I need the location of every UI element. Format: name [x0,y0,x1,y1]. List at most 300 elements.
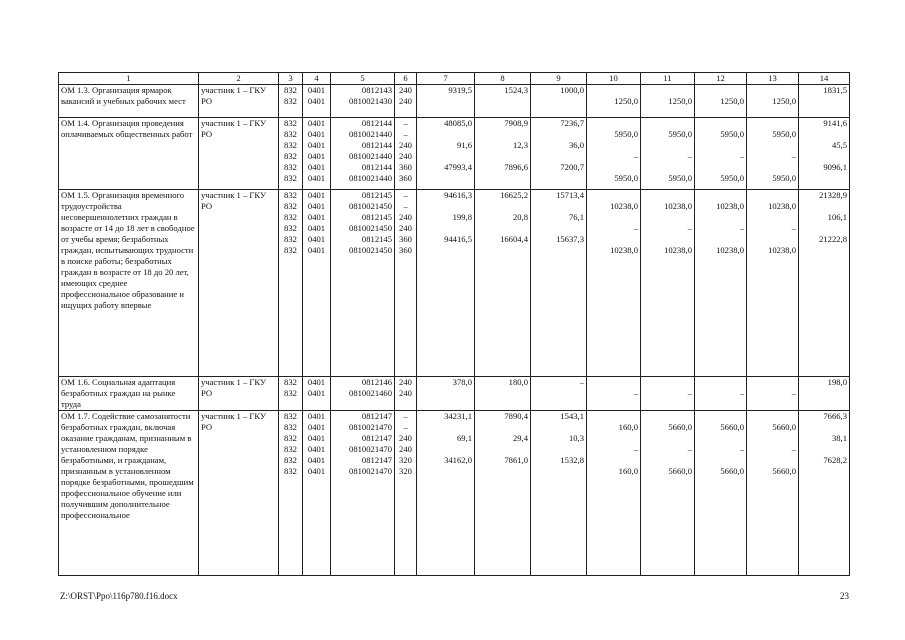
gv-code: 832 [284,118,297,128]
gv-code: 832 [284,96,297,106]
year-value [589,85,638,96]
year-value: 7908,9 [504,118,528,128]
section-code: 0401 [307,245,326,255]
year-value [697,85,744,96]
year-value-cell [799,190,850,377]
year-value: – [633,223,638,233]
expense-type: 360 [399,173,412,183]
year-value [589,190,638,201]
year-value: 180,0 [508,377,528,387]
year-value [749,411,796,422]
year-value: 16625,2 [500,190,528,200]
total-value-cell [417,118,475,190]
year-value [589,455,638,466]
year-value: – [687,223,692,233]
year-value: – [687,151,692,161]
section-code: 0401 [307,444,326,454]
column-number: 13 [747,73,799,85]
year-value [589,234,638,245]
year-value: 15637,3 [556,234,584,244]
gv-code: 832 [284,245,297,255]
table-row [59,190,850,377]
target-item-code: 0812145 [361,212,392,222]
year-value [643,234,692,245]
year-value [749,433,796,444]
section-code: 0401 [307,234,326,244]
expense-type: 240 [399,444,412,454]
year-value [749,190,796,201]
target-item-code: 0810021460 [349,388,392,398]
expense-type: 240 [399,433,412,443]
year-value [749,212,796,223]
measure-name [59,411,199,576]
year-value: – [739,388,744,398]
year-value-cell [531,377,587,411]
year-value [801,223,847,234]
year-value-cell [587,118,641,190]
expense-type: – [403,118,408,128]
expense-type: – [403,422,408,432]
column-number: 14 [799,73,850,85]
participant-text: участник 1 – ГКУ РО [201,411,267,432]
target-item-code: 0810021470 [349,444,392,454]
year-value: 9096,1 [823,162,847,172]
expense-type-cell [395,118,417,190]
year-value-cell [641,85,695,118]
year-value [643,140,692,151]
measure-name [59,85,199,118]
gv-code: 832 [284,212,297,222]
gv-code: 832 [284,455,297,465]
year-value [533,151,584,162]
year-value [697,234,744,245]
year-value: 9141,6 [823,118,847,128]
measure-name-text: ОМ 1.4. Организация проведения оплачиваемых общественных работ [61,118,193,139]
expense-type: 360 [399,245,412,255]
expense-type: 240 [399,377,412,387]
year-value: – [739,151,744,161]
year-value: 1543,1 [560,411,584,421]
target-item-code: 0812143 [361,85,392,95]
year-value-cell [531,85,587,118]
year-value: 5950,0 [720,173,744,183]
measure-name [59,377,199,411]
target-item-code-cell [331,85,395,118]
year-value: 10238,0 [664,201,692,211]
expense-type: 240 [399,388,412,398]
year-value-cell [475,377,531,411]
year-value: 106,1 [827,212,847,222]
expense-type: 240 [399,223,412,233]
year-value: 5950,0 [668,129,692,139]
year-value: – [687,444,692,454]
year-value [643,433,692,444]
total-value: 94416,5 [444,234,472,244]
section-code: 0401 [307,129,326,139]
gv-code: 832 [284,190,297,200]
year-value [643,190,692,201]
section-code: 0401 [307,162,326,172]
year-value: 1250,0 [772,96,796,106]
year-value: 1250,0 [720,96,744,106]
gv-code-cell [279,411,303,576]
year-value: – [633,151,638,161]
section-code-cell [303,85,331,118]
year-value [589,377,638,388]
year-value [477,151,528,162]
year-value: 1831,5 [823,85,847,95]
year-value: 15713,4 [556,190,584,200]
year-value: 1524,3 [504,85,528,95]
section-code: 0401 [307,118,326,128]
target-item-code: 0812144 [361,162,392,172]
year-value: – [739,223,744,233]
year-value [533,223,584,234]
year-value [589,433,638,444]
year-value: – [791,223,796,233]
year-value-cell [587,411,641,576]
measure-name [59,190,199,377]
gv-code: 832 [284,433,297,443]
section-code-cell [303,377,331,411]
target-item-code: 0810021430 [349,96,392,106]
expense-type: – [403,411,408,421]
year-value-cell [747,118,799,190]
year-value: 5950,0 [772,129,796,139]
total-value: 94616,3 [444,190,472,200]
year-value [477,422,528,433]
year-value: – [687,388,692,398]
year-value [643,162,692,173]
year-value-cell [799,118,850,190]
year-value [533,422,584,433]
total-value [419,444,472,455]
target-item-code: 0812145 [361,234,392,244]
gv-code: 832 [284,162,297,172]
target-item-code: 0810021470 [349,422,392,432]
column-number: 1 [59,73,199,85]
section-code: 0401 [307,223,326,233]
year-value [643,377,692,388]
total-value-cell [417,377,475,411]
column-number: 6 [395,73,417,85]
year-value: 16604,4 [500,234,528,244]
gv-code: 832 [284,129,297,139]
measure-name [59,118,199,190]
expense-type-cell [395,377,417,411]
total-value: 34231,1 [444,411,472,421]
target-item-code: 0810021470 [349,466,392,476]
year-value [749,234,796,245]
section-code: 0401 [307,433,326,443]
year-value: 5950,0 [772,173,796,183]
total-value: 9319,5 [448,85,472,95]
year-value-cell [641,377,695,411]
gv-code: 832 [284,422,297,432]
year-value: – [579,377,584,387]
year-value [533,129,584,140]
year-value: – [791,151,796,161]
expense-type: – [403,190,408,200]
measure-name-text: ОМ 1.6. Социальная адаптация безработных граждан на рынке труда [61,377,176,409]
gv-code: 832 [284,377,297,387]
year-value: 5950,0 [668,173,692,183]
total-value: 378,0 [452,377,472,387]
target-item-code: 0812146 [361,377,392,387]
target-item-code-cell [331,411,395,576]
target-item-code: 0810021440 [349,151,392,161]
year-value-cell [587,85,641,118]
total-value: 199,8 [452,212,472,222]
year-value [801,151,847,162]
year-value-cell [475,118,531,190]
column-number: 4 [303,73,331,85]
year-value-cell [531,411,587,576]
column-number: 7 [417,73,475,85]
column-number: 12 [695,73,747,85]
budget-table [58,72,850,576]
year-value: 10,3 [568,433,584,443]
year-value [697,212,744,223]
year-value-cell [747,411,799,576]
target-item-code: 0812147 [361,433,392,443]
participant-text: участник 1 – ГКУ РО [201,118,267,139]
table-body [59,73,850,576]
year-value-cell [641,118,695,190]
table-row [59,85,850,118]
gv-code-cell [279,377,303,411]
expense-type: 320 [399,455,412,465]
section-code-cell [303,118,331,190]
column-number: 11 [641,73,695,85]
total-value: 34162,0 [444,455,472,465]
gv-code: 832 [284,85,297,95]
year-value [697,455,744,466]
year-value-cell [695,118,747,190]
expense-type: 240 [399,212,412,222]
year-value-cell [641,411,695,576]
expense-type-cell [395,190,417,377]
year-value: 5660,0 [720,466,744,476]
year-value: 10238,0 [768,201,796,211]
year-value-cell [799,85,850,118]
target-item-code: 0810021450 [349,245,392,255]
participant-text: участник 1 – ГКУ РО [201,190,267,211]
year-value: 12,3 [512,140,528,150]
year-value [643,118,692,129]
year-value [589,411,638,422]
target-item-code: 0810021440 [349,173,392,183]
section-code: 0401 [307,422,326,432]
expense-type: 320 [399,466,412,476]
total-value [419,151,472,162]
year-value [697,190,744,201]
year-value: 45,5 [831,140,847,150]
participant-text: участник 1 – ГКУ РО [201,85,267,106]
target-item-code: 0812144 [361,140,392,150]
year-value: 5660,0 [720,422,744,432]
year-value: 10238,0 [664,245,692,255]
target-item-code: 0812144 [361,118,392,128]
participant [199,118,279,190]
year-value-cell [587,377,641,411]
year-value-cell [695,85,747,118]
year-value [749,85,796,96]
gv-code: 832 [284,173,297,183]
year-value-cell [695,190,747,377]
expense-type: 240 [399,151,412,161]
year-value-cell [747,377,799,411]
total-value: 69,1 [456,433,472,443]
target-item-code: 0812145 [361,190,392,200]
target-item-code: 0810021450 [349,223,392,233]
total-value [419,422,472,433]
year-value [477,129,528,140]
year-value: 7236,7 [560,118,584,128]
target-item-code: 0810021440 [349,129,392,139]
total-value: 47993,4 [444,162,472,172]
section-code: 0401 [307,466,326,476]
total-value [419,223,472,234]
year-value: 7890,4 [504,411,528,421]
section-code-cell [303,411,331,576]
year-value: 5950,0 [720,129,744,139]
column-number: 9 [531,73,587,85]
year-value: – [739,444,744,454]
year-value [533,201,584,212]
section-code: 0401 [307,140,326,150]
year-value [749,455,796,466]
year-value: – [791,388,796,398]
target-item-code: 0812147 [361,411,392,421]
table-row [59,118,850,190]
year-value: 5950,0 [614,129,638,139]
gv-code: 832 [284,223,297,233]
section-code: 0401 [307,190,326,200]
section-code: 0401 [307,96,326,106]
year-value-cell [587,190,641,377]
gv-code: 832 [284,234,297,244]
gv-code: 832 [284,411,297,421]
section-code: 0401 [307,388,326,398]
year-value: 21328,9 [819,190,847,200]
expense-type: – [403,129,408,139]
year-value: 1532,8 [560,455,584,465]
total-value: 91,6 [456,140,472,150]
column-number: 5 [331,73,395,85]
year-value: 1250,0 [614,96,638,106]
gv-code-cell [279,85,303,118]
year-value-cell [747,190,799,377]
year-value [533,444,584,455]
target-item-code: 0812147 [361,455,392,465]
total-value-cell [417,85,475,118]
participant [199,190,279,377]
gv-code-cell [279,190,303,377]
gv-code: 832 [284,444,297,454]
measure-name-text: ОМ 1.3. Организация ярмарок вакансий и учебных рабочих мест [61,85,186,106]
year-value: 10238,0 [610,245,638,255]
section-code: 0401 [307,85,326,95]
year-value: 1250,0 [668,96,692,106]
expense-type-cell [395,411,417,576]
year-value-cell [475,85,531,118]
expense-type: 240 [399,140,412,150]
year-value [643,455,692,466]
year-value [749,377,796,388]
year-value [643,411,692,422]
year-value-cell [695,377,747,411]
participant [199,85,279,118]
gv-code: 832 [284,466,297,476]
year-value [643,212,692,223]
year-value: 7628,2 [823,455,847,465]
year-value: 10238,0 [610,201,638,211]
expense-type: 240 [399,85,412,95]
year-value-cell [531,118,587,190]
year-value [801,422,847,433]
section-code: 0401 [307,201,326,211]
target-item-code-cell [331,118,395,190]
page-number: 23 [840,591,849,601]
section-code: 0401 [307,173,326,183]
year-value: 38,1 [831,433,847,443]
column-number: 8 [475,73,531,85]
year-value: 160,0 [618,422,638,432]
participant [199,411,279,576]
year-value: 21222,8 [819,234,847,244]
section-code: 0401 [307,411,326,421]
year-value: 20,8 [512,212,528,222]
expense-type: 360 [399,162,412,172]
section-code: 0401 [307,212,326,222]
expense-type: 240 [399,96,412,106]
year-value [749,162,796,173]
year-value: 5950,0 [614,173,638,183]
year-value: 7861,0 [504,455,528,465]
gv-code-cell [279,118,303,190]
gv-code: 832 [284,388,297,398]
target-item-code-cell [331,377,395,411]
year-value: 5660,0 [668,466,692,476]
footer-file-path: Z:\ORST\Ppo\116p780.f16.docx [60,591,178,601]
participant-text: участник 1 – ГКУ РО [201,377,267,398]
table-row [59,377,850,411]
year-value-cell [799,411,850,576]
year-value: 5660,0 [772,466,796,476]
year-value-cell [475,411,531,576]
year-value: – [791,444,796,454]
year-value [589,140,638,151]
year-value: 1000,0 [560,85,584,95]
year-value [697,140,744,151]
year-value-cell [747,85,799,118]
year-value [697,118,744,129]
year-value [801,201,847,212]
year-value [477,444,528,455]
year-value [643,85,692,96]
total-value: 48085,0 [444,118,472,128]
year-value: 7666,3 [823,411,847,421]
expense-type: – [403,201,408,211]
year-value [697,433,744,444]
year-value [589,118,638,129]
year-value-cell [799,377,850,411]
year-value: 10238,0 [768,245,796,255]
section-code: 0401 [307,377,326,387]
measure-name-text: ОМ 1.7. Содействие самозанятости безработных граждан, включая оказание гражданам, признанным в установленном порядке безработными, и гражданам, признанным в установленном порядке безработными, прошедшим профессиональное обучение или получившим дополнительное профессиональное [61,411,194,520]
year-value: 76,1 [568,212,584,222]
